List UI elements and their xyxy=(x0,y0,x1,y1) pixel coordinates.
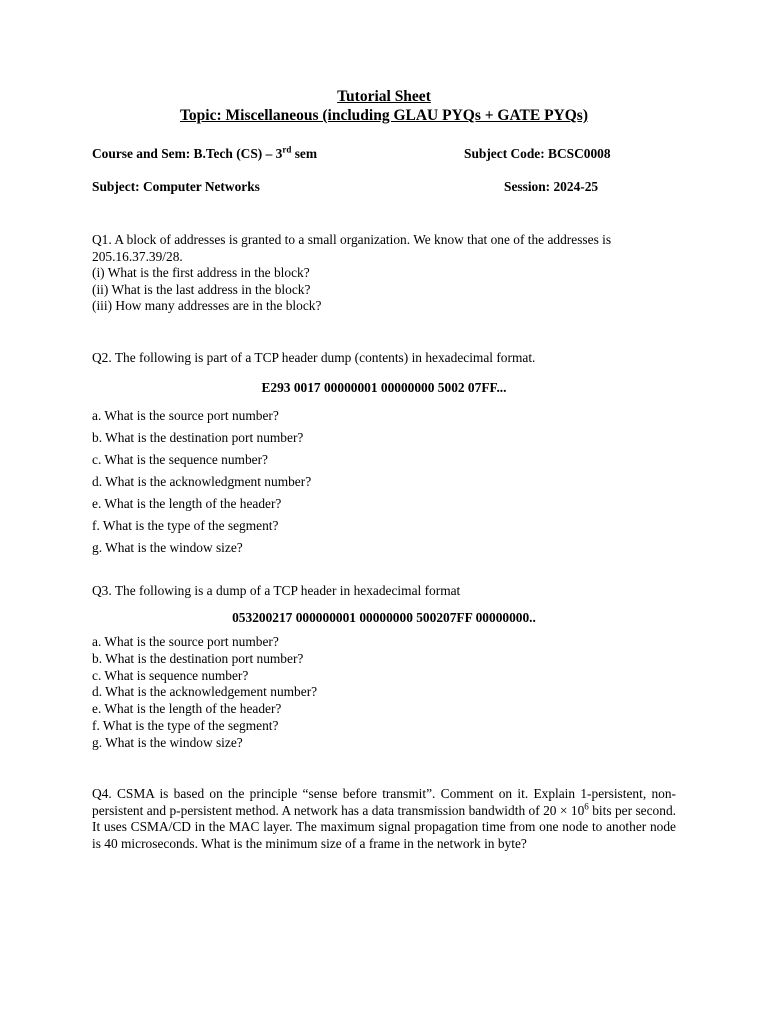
question-2-item: f. What is the type of the segment? xyxy=(92,518,279,533)
course-tail: sem xyxy=(291,146,318,161)
question-2-item: e. What is the length of the header? xyxy=(92,496,282,511)
course-label: Course and Sem: B.Tech (CS) – 3 xyxy=(92,146,283,161)
question-3-item: e. What is the length of the header? xyxy=(92,701,282,717)
question-3-text: Q3. The following is a dump of a TCP header in hexadecimal format xyxy=(92,583,461,598)
course-and-sem xyxy=(92,146,317,163)
question-3-hex-dump: 053200217 000000001 00000000 500207FF 00000000.. xyxy=(232,610,536,625)
question-4 xyxy=(92,786,676,852)
sheet-title: Tutorial Sheet xyxy=(337,88,431,105)
question-1-item: (i) What is the first address in the block? xyxy=(92,265,310,281)
question-4-exponent: 6 xyxy=(584,801,589,812)
subject-name: Subject: Computer Networks xyxy=(92,179,260,194)
question-2-item: a. What is the source port number? xyxy=(92,408,279,423)
question-2-text: Q2. The following is part of a TCP header dump (contents) in hexadecimal format. xyxy=(92,350,536,365)
question-2-hex-dump: E293 0017 00000001 00000000 5002 07FF... xyxy=(261,380,507,395)
subject-code: Subject Code: BCSC0008 xyxy=(464,146,611,161)
question-2-subquestions xyxy=(92,408,311,562)
question-4-text-b: bits per second. It uses CSMA/CD in the MAC layer. The maximum signal propagation time from one node to another node is 40 microseconds. What is the minimum size of a frame in the network in byte? xyxy=(92,802,676,851)
question-1-text: Q1. A block of addresses is granted to a small organization. We know that one of the addresses is 205.16.37.39/28. xyxy=(92,232,612,264)
question-3-item: f. What is the type of the segment? xyxy=(92,717,279,733)
sheet-topic: Topic: Miscellaneous (including GLAU PYQs + GATE PYQs) xyxy=(180,107,588,124)
course-ordinal-suffix: rd xyxy=(282,144,292,155)
question-3-item: g. What is the window size? xyxy=(92,734,243,750)
question-4-text-a: Q4. CSMA is based on the principle “sense before transmit”. Comment on it. Explain 1-persistent, non-persistent and p-persistent method. A network has a data transmission bandwidth of 20 × 10 xyxy=(92,786,676,818)
question-1 xyxy=(92,232,676,315)
question-1-item: (iii) How many addresses are in the block? xyxy=(92,298,322,314)
question-3-item: b. What is the destination port number? xyxy=(92,650,304,666)
question-3-item: d. What is the acknowledgement number? xyxy=(92,684,318,700)
session: Session: 2024-25 xyxy=(504,179,599,194)
question-3-item: c. What is sequence number? xyxy=(92,667,249,683)
question-2-item: d. What is the acknowledgment number? xyxy=(92,474,312,489)
question-3-item: a. What is the source port number? xyxy=(92,634,279,649)
question-2-item: g. What is the window size? xyxy=(92,540,243,555)
question-2-item: c. What is the sequence number? xyxy=(92,452,268,467)
question-2-item: b. What is the destination port number? xyxy=(92,430,304,445)
question-1-item: (ii) What is the last address in the block? xyxy=(92,281,311,297)
question-3-subquestions xyxy=(92,634,317,752)
